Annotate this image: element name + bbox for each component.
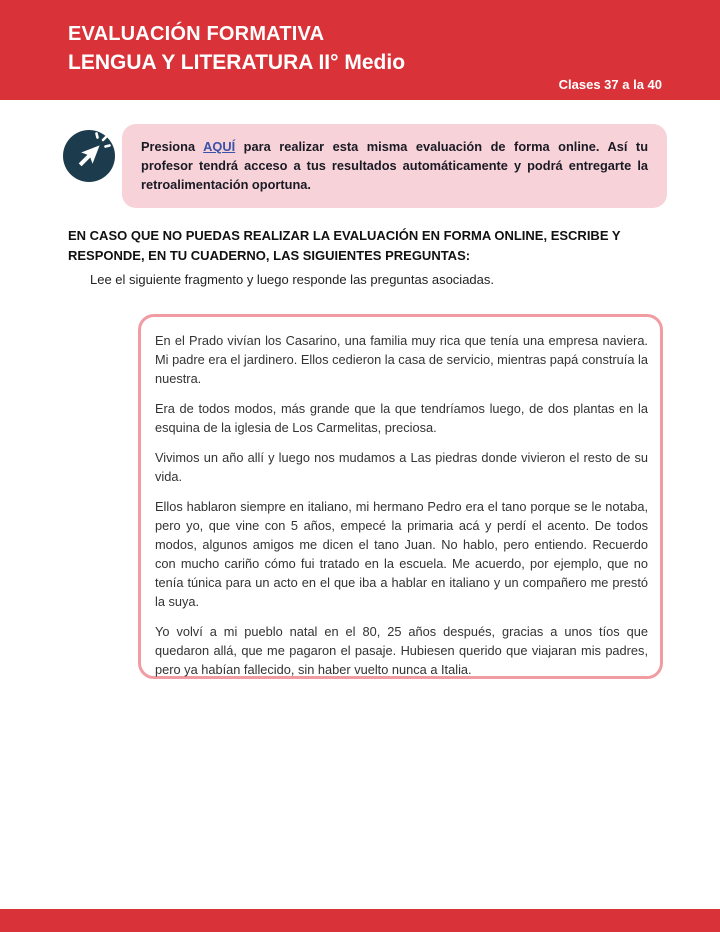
header-band xyxy=(0,0,720,100)
page-subtitle: LENGUA Y LITERATURA II° Medio xyxy=(68,51,406,74)
fragment-paragraph: En el Prado vivían los Casarino, una familia muy rica que tenía una empresa naviera. Mi padre era el jardinero. Ellos cedieron la casa de servicio, mientras papá construía la nuestra. xyxy=(155,333,648,386)
fragment-paragraph: Era de todos modos, más grande que la que tendríamos luego, de dos plantas en la esquina de la iglesia de Los Carmelitas, preciosa. xyxy=(155,401,648,435)
online-notice-text-pre: Presiona xyxy=(141,139,204,154)
fragment-paragraph: Yo volví a mi pueblo natal en el 80, 25 años después, gracias a unos tíos que quedaron allá, que me pagaron el pasaje. Hubiesen querido que viajaran mis padres, pero ya habían fallecido, sin haber vuelto nunca a Italia. xyxy=(155,624,648,677)
online-notice-box xyxy=(122,124,667,208)
fragment-paragraph: Vivimos un año allí y luego nos mudamos a Las piedras donde vivieron el resto de su vida. xyxy=(155,450,648,484)
fragment-lead-instruction: Lee el siguiente fragmento y luego responde las preguntas asociadas. xyxy=(90,272,494,287)
online-evaluation-link[interactable]: AQUÍ xyxy=(203,139,236,154)
online-notice-text-post: para realizar esta misma evaluación de forma online. Así tu profesor tendrá acceso a tus resultados automáticamente y podrá entregarte la retroalimentación oportuna. xyxy=(141,139,649,192)
page-title: EVALUACIÓN FORMATIVA xyxy=(68,23,325,45)
reading-fragment-box xyxy=(138,314,663,679)
fragment-paragraph: Ellos hablaron siempre en italiano, mi hermano Pedro era el tano porque se le notaba, pero yo, que vine con 5 años, empecé la primaria acá y perdí el acento. De todos modos, algunos amigos me dicen el tano Juan. No hablo, pero entiendo. Recuerdo con mucho cariño cómo fui tratado en la escuela. Me acuerdo, por ejemplo, que no tenía túnica para un acto en el que iba a hablar en italiano y un compañero me prestó la suya. xyxy=(155,499,648,609)
cursor-click-icon xyxy=(63,130,115,182)
classes-badge: Clases 37 a la 40 xyxy=(558,77,662,92)
footer-band xyxy=(0,909,720,932)
offline-instruction: EN CASO QUE NO PUEDAS REALIZAR LA EVALUACIÓN EN FORMA ONLINE, ESCRIBE Y RESPONDE, EN TU CUADERNO, LAS SIGUIENTES PREGUNTAS: xyxy=(68,228,621,263)
